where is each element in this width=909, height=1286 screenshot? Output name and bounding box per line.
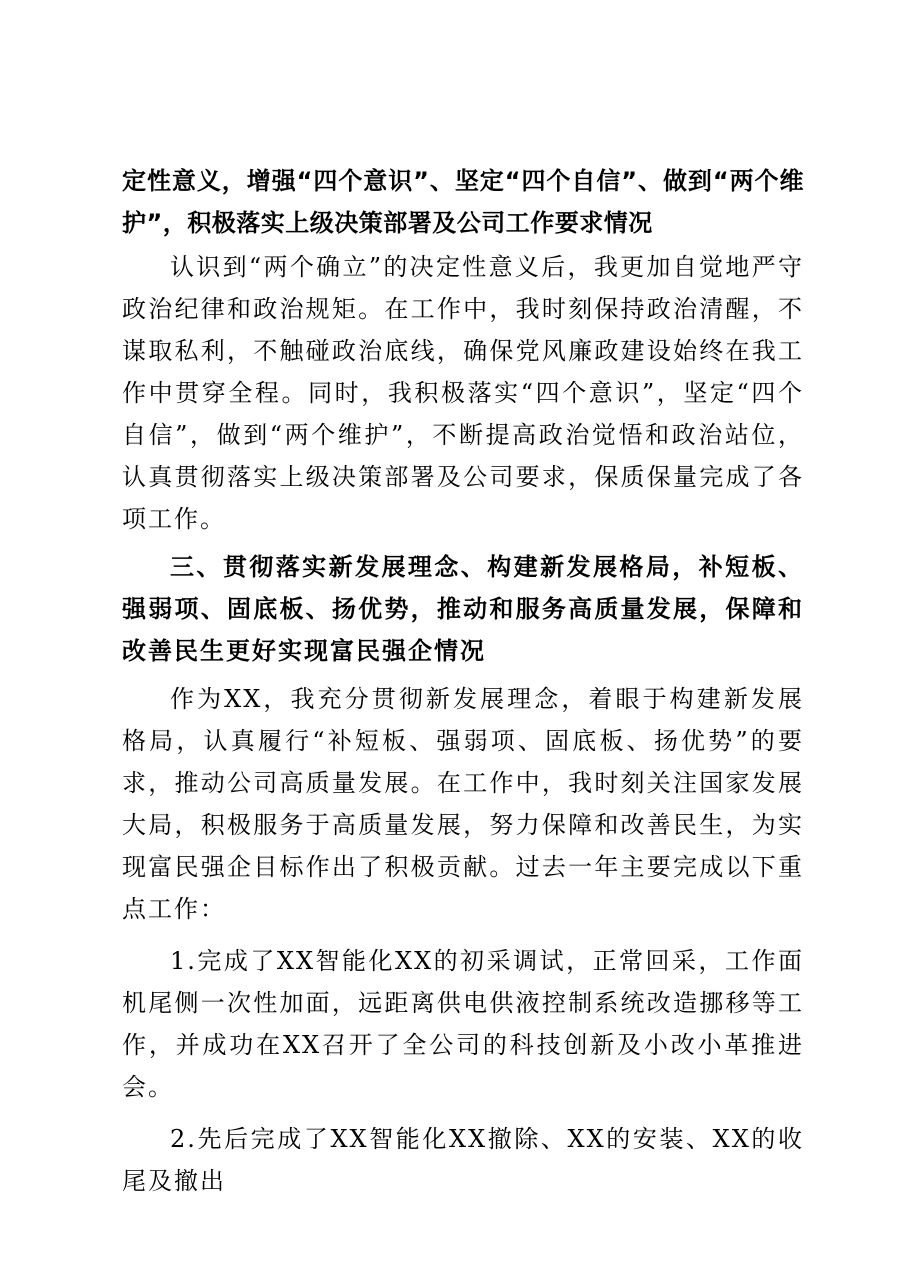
body-paragraph-development: 作为XX，我充分贯彻新发展理念，着眼于构建新发展格局，认真履行“补短板、强弱项、固底板、扬优势”的要求，推动公司高质量发展。在工作中，我时刻关注国家发展大局，积极服务于高质量发展，努力保障和改善民生，为实现富民强企目标作出了积极贡献。过去一年主要完成以下重点工作：	[122, 685, 804, 923]
body-paragraph-political-discipline: 认识到“两个确立”的决定性意义后，我更加自觉地严守政治纪律和政治规矩。在工作中，我时刻保持政治清醒，不谋取私利，不触碰政治底线，确保党风廉政建设始终在我工作中贯穿全程。同时，我积极落实“四个意识”，坚定“四个自信”，做到“两个维护”，不断提高政治觉悟和政治站位，认真贯彻落实上级决策部署及公司要求，保质保量完成了各项工作。	[122, 253, 804, 533]
section-heading-continued: 定性意义，增强“四个意识”、坚定“四个自信”、做到“两个维护”，积极落实上级决策部署及公司工作要求情况	[122, 167, 804, 237]
section-heading-three: 三、贯彻落实新发展理念、构建新发展格局，补短板、强弱项、固底板、扬优势，推动和服务高质量发展，保障和改善民生更好实现富民强企情况	[122, 552, 804, 665]
list-item-one: 1.完成了XX智能化XX的初采调试，正常回采，工作面机尾侧一次性加面，远距离供电供液控制系统改造挪移等工作，并成功在XX召开了全公司的科技创新及小改小革推进会。	[122, 947, 804, 1101]
list-item-two: 2.先后完成了XX智能化XX撤除、XX的安装、XX的收尾及撤出	[122, 1125, 804, 1195]
document-body	[122, 160, 804, 1202]
